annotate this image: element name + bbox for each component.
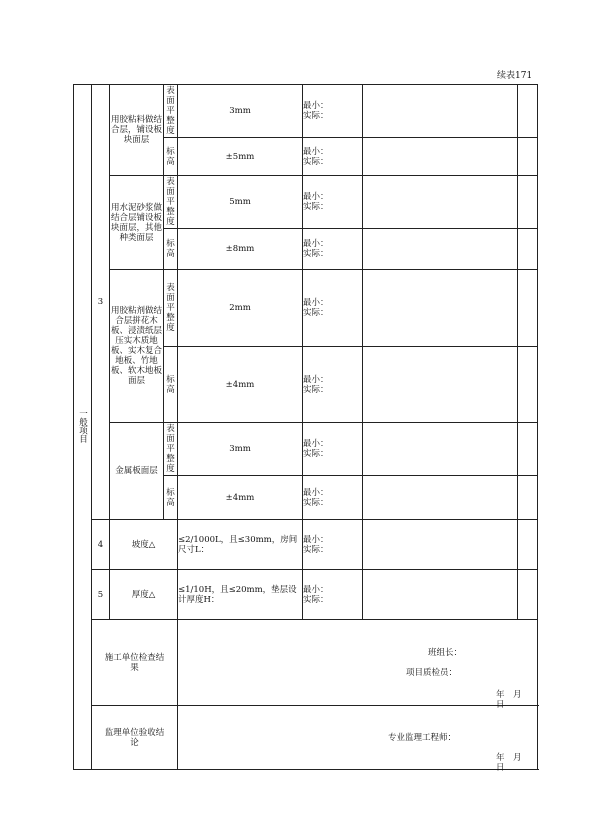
elevation-label: 标高: [164, 229, 178, 270]
page-label: 续表171: [497, 71, 533, 81]
remark-cell[interactable]: [518, 176, 538, 229]
result-cell[interactable]: [363, 347, 518, 423]
measurement-cell[interactable]: 最小： 实际：: [303, 229, 363, 270]
remark-cell[interactable]: [518, 476, 538, 520]
flatness-label: 表面平整度: [164, 270, 178, 347]
flatness-label: 表面平整度: [164, 423, 178, 476]
flatness-label: 表面平整度: [164, 85, 178, 138]
quality-inspector-label: 项目质检员：: [406, 668, 458, 678]
inspection-table: [73, 84, 538, 773]
category-metal-plate: 金属板面层: [110, 423, 164, 520]
allowable-value: ±4mm: [178, 476, 303, 520]
group-label: 一般项目: [77, 408, 88, 443]
category-wood-floor: 用胶粘剂做结合层拼花木板、浸渍纸层压实木质地板、实木复合地板、竹地板、软木地板面层: [110, 270, 164, 423]
result-cell[interactable]: [363, 423, 518, 476]
category-mortar-block: 用水泥砂浆做结合层铺设板块面层，其他种类面层: [110, 176, 164, 270]
remark-cell[interactable]: [518, 423, 538, 476]
result-cell[interactable]: [363, 85, 518, 138]
remark-cell[interactable]: [518, 270, 538, 347]
result-cell[interactable]: [363, 476, 518, 520]
supervision-engineer-label: 专业监理工程师：: [388, 733, 457, 743]
measurement-cell[interactable]: 最小： 实际：: [303, 138, 363, 176]
allowable-value: 5mm: [178, 176, 303, 229]
item-number-5: 5: [92, 570, 110, 620]
team-leader-label: 班组长：: [428, 648, 463, 658]
item-number-3: 3: [92, 85, 110, 520]
construction-result-label: 施工单位检查结果: [92, 620, 178, 706]
measurement-cell[interactable]: 最小： 实际：: [303, 520, 363, 570]
group-label-cell: [74, 85, 92, 770]
thickness-label: 厚度△: [110, 570, 178, 620]
item-number-4: 4: [92, 520, 110, 570]
category-glue-block: 用胶粘料做结合层，铺设板块面层: [110, 85, 164, 176]
measurement-cell[interactable]: 最小： 实际：: [303, 476, 363, 520]
flatness-label: 表面平整度: [164, 176, 178, 229]
slope-standard: ≤2/1000L，且≤30mm，房间尺寸L：: [178, 520, 303, 570]
elevation-label: 标高: [164, 347, 178, 423]
measurement-cell[interactable]: 最小： 实际：: [303, 270, 363, 347]
result-cell[interactable]: [363, 176, 518, 229]
allowable-value: 3mm: [178, 423, 303, 476]
slope-label: 坡度△: [110, 520, 178, 570]
measurement-cell[interactable]: 最小： 实际：: [303, 176, 363, 229]
allowable-value: 3mm: [178, 85, 303, 138]
remark-cell[interactable]: [518, 229, 538, 270]
remark-cell[interactable]: [518, 570, 538, 620]
supervision-result-label: 监理单位验收结论: [92, 706, 178, 770]
measurement-cell[interactable]: 最小： 实际：: [303, 85, 363, 138]
result-cell[interactable]: [363, 270, 518, 347]
elevation-label: 标高: [164, 138, 178, 176]
measurement-cell[interactable]: 最小： 实际：: [303, 347, 363, 423]
measurement-cell[interactable]: 最小： 实际：: [303, 423, 363, 476]
construction-date: 年 月 日: [496, 690, 531, 710]
result-cell[interactable]: [363, 229, 518, 270]
remark-cell[interactable]: [518, 347, 538, 423]
construction-signature-area[interactable]: [178, 620, 538, 710]
measurement-cell[interactable]: 最小： 实际：: [303, 570, 363, 620]
thickness-standard: ≤1/10H，且≤20mm，垫层设计厚度H：: [178, 570, 303, 620]
result-cell[interactable]: [363, 138, 518, 176]
allowable-value: ±5mm: [178, 138, 303, 176]
remark-cell[interactable]: [518, 520, 538, 570]
remark-cell[interactable]: [518, 138, 538, 176]
supervision-signature-area[interactable]: [178, 706, 538, 773]
allowable-value: ±4mm: [178, 347, 303, 423]
allowable-value: 2mm: [178, 270, 303, 347]
remark-cell[interactable]: [518, 85, 538, 138]
result-cell[interactable]: [363, 570, 518, 620]
result-cell[interactable]: [363, 520, 518, 570]
supervision-date: 年 月 日: [496, 753, 531, 773]
allowable-value: ±8mm: [178, 229, 303, 270]
elevation-label: 标高: [164, 476, 178, 520]
